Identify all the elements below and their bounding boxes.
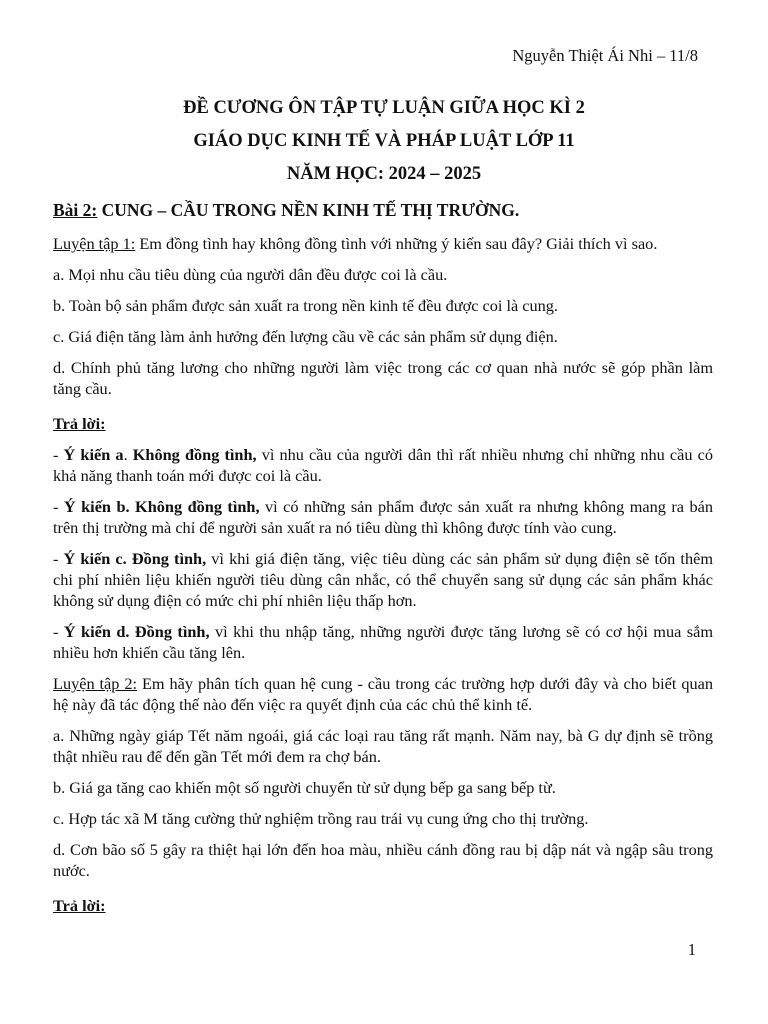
lesson-heading — [53, 200, 713, 221]
document-title: ĐỀ CƯƠNG ÔN TẬP TỰ LUẬN GIỮA HỌC KÌ 2 — [183, 98, 585, 118]
practice1-item-c: c. Giá điện tăng làm ảnh hưởng đến lượng cầu về các sản phẩm sử dụng điện. — [53, 327, 558, 346]
practice1-item-d: d. Chính phủ tăng lương cho những người làm việc trong các cơ quan nhà nước sẽ góp phần làm tăng cầu. — [53, 358, 713, 398]
practice2-answer-heading — [53, 895, 713, 916]
answer-a — [53, 444, 713, 486]
subject-title: GIÁO DỤC KINH TẾ VÀ PHÁP LUẬT LỚP 11 — [193, 131, 575, 151]
practice2-item-b: b. Giá ga tăng cao khiến một số người chuyển từ sử dụng bếp ga sang bếp từ. — [53, 778, 556, 797]
practice1-item-a: a. Mọi nhu cầu tiêu dùng của người dân đều được coi là cầu. — [53, 265, 448, 284]
author-line: Nguyễn Thiệt Ái Nhi – 11/8 — [512, 46, 698, 65]
answer-b-text: vì có những sản phẩm được sản xuất ra nhưng không mang ra bán trên thị trường mà chỉ để người sản xuất ra nó tiêu dùng thì không được tính vào cung. — [53, 497, 713, 537]
practice1-item-b: b. Toàn bộ sản phẩm được sản xuất ra trong nền kinh tế đều được coi là cung. — [53, 296, 559, 315]
answer-a-sep: . — [123, 445, 133, 464]
answer-b-verdict: Không đồng tình, — [135, 497, 260, 516]
answer-d-text: vì khi thu nhập tăng, những người được tăng lương sẽ có cơ hội mua sắm nhiều hơn khiến cầu tăng lên. — [53, 622, 713, 662]
answer-b-head: Ý kiến b. — [63, 497, 130, 516]
lesson-label: Bài 2: — [53, 200, 98, 220]
school-year-title: NĂM HỌC: 2024 – 2025 — [286, 164, 482, 184]
practice2-prompt — [53, 673, 713, 715]
lesson-title: CUNG – CẦU TRONG NỀN KINH TẾ THỊ TRƯỜNG. — [97, 200, 520, 220]
answer-c-text: vì khi giá điện tăng, việc tiêu dùng các sản phẩm sử dụng điện sẽ tốn thêm chi phí nhiên liệu khiến người tiêu dùng cân nhắc, có thể chuyển sang sử dụng các sản phẩm khác không sử dụng điện có mức chi phí nhiên liệu thấp hơn. — [53, 549, 713, 610]
practice2-label: Luyện tập 2: — [53, 674, 138, 693]
practice1-label: Luyện tập 1: — [53, 234, 136, 253]
answer-bullet: - — [53, 622, 64, 641]
practice1-prompt — [53, 233, 713, 254]
practice2-answer-label: Trả lời: — [53, 896, 106, 915]
answer-a-head: Ý kiến a — [63, 445, 124, 464]
answer-a-text: vì nhu cầu của người dân thì rất nhiều nhưng chỉ những nhu cầu có khả năng thanh toán mới được coi là cầu. — [53, 445, 714, 485]
practice1-answer-label: Trả lời: — [53, 414, 106, 433]
title-block — [0, 96, 768, 195]
practice2-item-c: c. Hợp tác xã M tăng cường thử nghiệm trồng rau trái vụ cung ứng cho thị trường. — [53, 809, 589, 828]
answer-c — [53, 548, 713, 611]
answer-b — [53, 496, 713, 538]
answer-d-verdict: Đồng tình, — [134, 622, 210, 641]
page-number: 1 — [687, 940, 696, 959]
answer-bullet: - — [53, 549, 64, 568]
practice1-question: Em đồng tình hay không đồng tình với những ý kiến sau đây? Giải thích vì sao. — [135, 234, 658, 253]
answer-c-head: Ý kiến c. — [63, 549, 127, 568]
answer-bullet: - — [53, 445, 64, 464]
answer-d-head: Ý kiến d. — [63, 622, 130, 641]
answer-bullet: - — [53, 497, 64, 516]
answer-c-verdict: Đồng tình, — [131, 549, 207, 568]
practice2-question: Em hãy phân tích quan hệ cung - cầu trong các trường hợp dưới đây và cho biết quan hệ này đã tác động thế nào đến việc ra quyết định của các chủ thể kinh tế. — [53, 674, 713, 714]
answer-d — [53, 621, 713, 663]
practice1-answer-heading — [53, 413, 713, 434]
practice2-item-d: d. Cơn bão số 5 gây ra thiệt hại lớn đến hoa màu, nhiều cánh đồng rau bị dập nát và ngập sâu trong nước. — [53, 840, 713, 880]
answer-a-verdict: Không đồng tình, — [132, 445, 257, 464]
practice2-item-a: a. Những ngày giáp Tết năm ngoái, giá các loại rau tăng rất mạnh. Năm nay, bà G dự định sẽ trồng thật nhiều rau để đến gần Tết mới đem ra chợ bán. — [53, 726, 713, 766]
document-body — [53, 200, 713, 926]
